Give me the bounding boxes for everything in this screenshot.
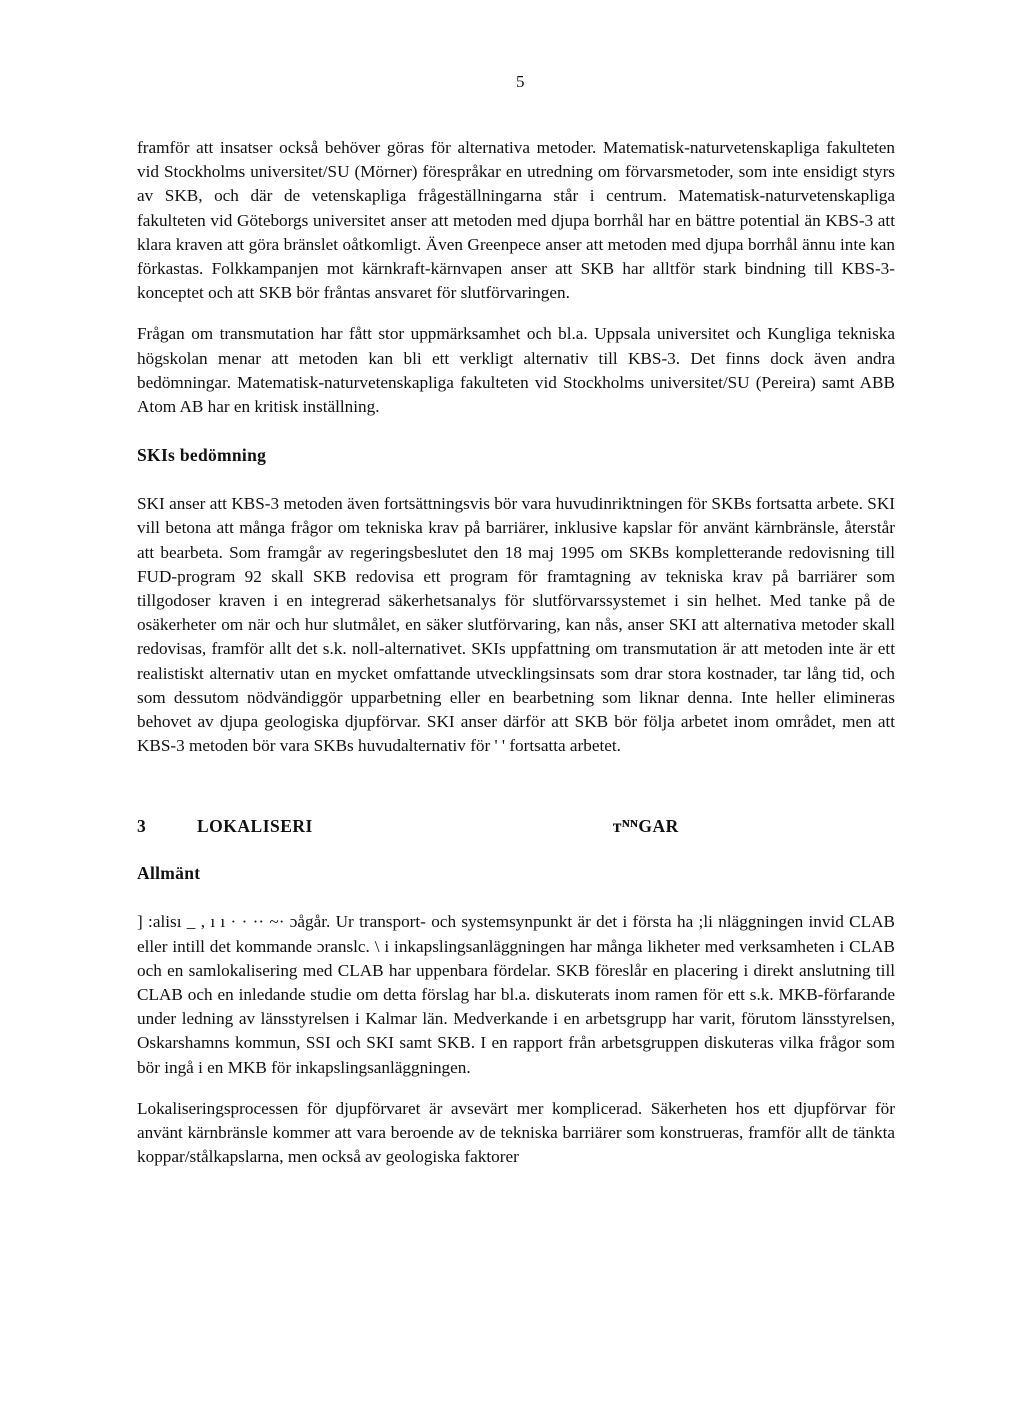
page-number: 5 xyxy=(516,72,525,91)
heading-general: Allmänt xyxy=(137,863,201,884)
chapter-title-tail: ᴛᴺᴺGAR xyxy=(612,816,679,837)
heading-ski-assessment: SKIs bedömning xyxy=(137,445,267,466)
paragraph-alternative-methods: framför att insatser också behöver göras för alternativa metoder. Matematisk-naturvetenskapliga fakulteten vid Stockholms universitet/SU (Mörner) förespråkar en utredning om förvarsmetoder, som inte ensidigt styrs av SKB, och där de vetenskapliga frågeställningarna står i centrum. Matematisk-naturvetenskapliga fakulteten vid Göteborgs universitet anser att metoden med djupa borrhål har en bättre potential än KBS-3 att klara kraven att göra bränslet oåtkomligt. Även Greenpece anser att metoden med djupa borrhål ännu inte kan förkastas. Folkkampanjen mot kärnkraft-kärnvapen anser att SKB har alltför stark bindning till KBS-3-konceptet och att SKB bör fråntas ansvaret för slutförvaringen. xyxy=(137,138,895,303)
chapter-number: 3 xyxy=(137,816,147,837)
chapter-title: LOKALISERI xyxy=(197,816,313,837)
paragraph-repository-location: Lokaliseringsprocessen för djupförvaret är avsevärt mer komplicerad. Säkerheten hos ett djupförvar för använt kärnbränsle kommer att vara beroende av de tekniska barriärer som konstrueras, framför allt de tänkta koppar/stålkapslarna, men också av geologiska faktorer xyxy=(137,1098,895,1167)
paragraph-encapsulation-location: ] :alisı _ , ı ı · · ·· ~· ɔågår. Ur transport- och systemsynpunkt är det i första ha ;li nläggningen invid CLAB eller intill det kommande ɔranslc. \ i inkapslingsanläggningen har många likheter med verksamheten i CLAB och en samlokalisering med CLAB har uppenbara fördelar. SKB föreslår en placering i direkt anslutning till CLAB och en inledande studie om detta förslag har bl.a. diskuterats inom ramen för ett s.k. MKB-förfarande under ledning av länsstyrelsen i Kalmar län. Medverkande i en arbetsgrupp har varit, förutom länsstyrelsen, Oskarshamns kommun, SSI och SKI samt SKB. I en rapport från arbetsgruppen diskuteras vilka frågor som bör ingå i en MKB för inkapslingsanläggningen. xyxy=(137,912,895,1077)
page-content xyxy=(137,136,895,1170)
paragraph-transmutation: Frågan om transmutation har fått stor uppmärksamhet och bl.a. Uppsala universitet och Kungliga tekniska högskolan menar att metoden kan bli ett verkligt alternativ till KBS-3. Det finns dock även andra bedömningar. Matematisk-naturvetenskapliga fakulteten vid Stockholms universitet/SU (Pereira) samt ABB Atom AB har en kritisk inställning. xyxy=(137,324,895,417)
chapter-heading xyxy=(137,816,895,837)
paragraph-ski-opinion: SKI anser att KBS-3 metoden även fortsättningsvis bör vara huvudinriktningen för SKBs fortsatta arbete. SKI vill betona att många frågor om tekniska krav på barriärer, inklusive kapslar för använt kärnbränsle, återstår att bearbeta. Som framgår av regeringsbeslutet den 18 maj 1995 om SKBs kompletterande redovisning till FUD-program 92 skall SKB redovisa ett program för framtagning av tekniska krav på barriärer som tillgodoser kraven i en integrerad säkerhetsanalys för slutförvarssystemet i sin helhet. Med tanke på de osäkerheter om när och hur slutmålet, en säker slutförvaring, kan nås, anser SKI att alternativa metoder skall redovisas, framför allt det s.k. noll-alternativet. SKIs uppfattning om transmutation är att metoden inte är ett realistiskt alternativ utan en mycket omfattande utvecklingsinsats som drar stora kostnader, tar lång tid, och som dessutom nödvändiggör upparbetning eller en bearbetning som liknar denna. Inte heller elimineras behovet av djupa geologiska djupförvar. SKI anser därför att SKB bör följa arbetet inom området, men att KBS-3 metoden bör vara SKBs huvudalternativ för ' ' fortsatta arbetet. xyxy=(137,494,895,756)
